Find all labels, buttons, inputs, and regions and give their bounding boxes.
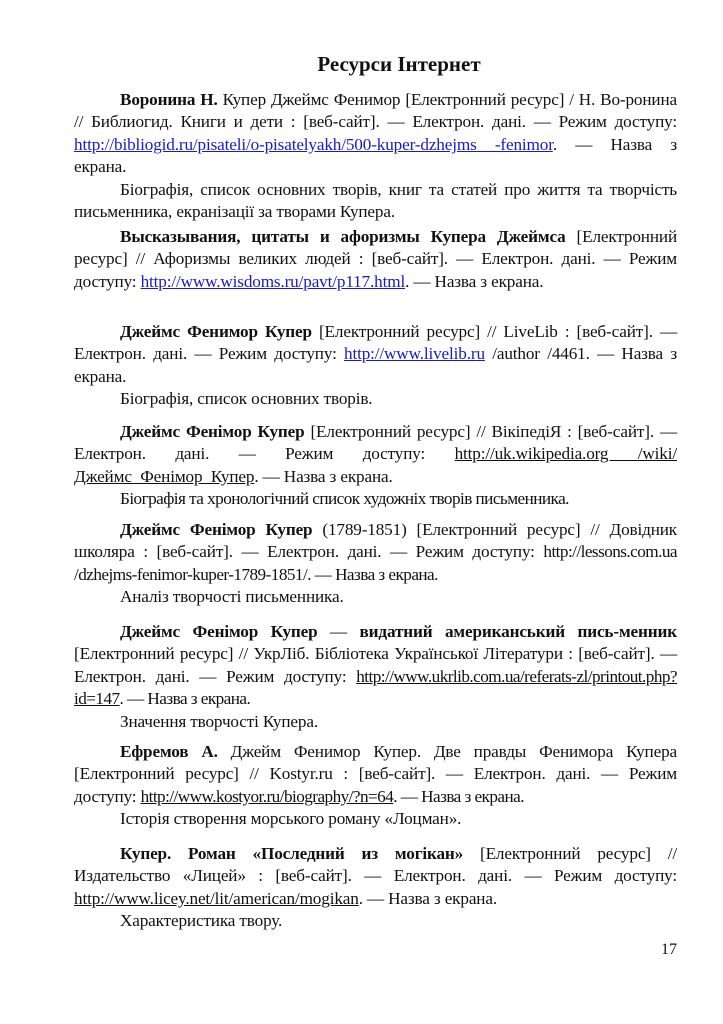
entry-link[interactable]: http://www.licey.net/lit/american/mogikan <box>74 888 359 908</box>
entry-description: [Електронний ресурс] // УкрЛіб. Бібліотека Української Літератури : [веб-сайт]. — Електрон. дані. — Режим доступу: <box>74 644 677 686</box>
entry-author: Высказывания, цитаты и афоризмы Купера Джеймса <box>120 227 566 246</box>
entry-suffix: . — Назва з екрана. <box>74 134 677 177</box>
entry-description: [Електронний ресурс] // ВікіпедіЯ : [веб-сайт]. — Електрон. дані. — Режим доступу: <box>74 422 677 464</box>
entry-description: [Електронний ресурс] // LiveLib : [веб-сайт]. — Електрон. дані. — Режим доступу: <box>74 322 677 364</box>
entry-author: Джеймс Фенімор Купер <box>120 422 305 441</box>
entry-description: [Електронний ресурс] // Афоризмы великих людей : [веб-сайт]. — Електрон. дані. — Режим доступу: <box>74 227 677 291</box>
entry-link[interactable]: http://uk.wikipedia.org /wiki/Джеймс_Фенімор_Купер <box>74 444 677 486</box>
entry-author: Джеймс Фенімор Купер <box>120 622 318 641</box>
entry-suffix: . — Назва з екрана. <box>254 466 393 486</box>
entry-author: Джеймс Фенимор Купер <box>120 322 312 341</box>
bibliography-entry-3 <box>74 321 677 411</box>
entry-author: Джеймс Фенімор Купер <box>120 520 313 539</box>
entry-suffix: . — Назва з екрана. <box>393 786 524 806</box>
bibliography-entry-6 <box>74 621 677 733</box>
entry-citation <box>74 519 677 586</box>
entry-citation <box>74 843 677 910</box>
entry-annotation: Значення творчості Купера. <box>120 711 318 731</box>
entry-annotation: Біографія, список основних творів. <box>120 389 373 409</box>
page-title: Ресурси Інтернет <box>317 52 481 76</box>
entry-author: Ефремов А. <box>120 742 218 761</box>
entry-suffix: /author /4461. — Назва з екрана. <box>74 344 677 386</box>
entry-link[interactable]: http://www.wisdoms.ru/pavt/p117.html <box>140 271 406 291</box>
entry-citation <box>74 89 677 179</box>
entry-description: Купер Джеймс Фенимор [Електронний ресурс] / Н. Во-ронина // Библиогид. Книги и дети : [веб-сайт]. — Електрон. дані. — Режим доступу: <box>74 90 678 132</box>
entry-annotation: Характеристика твору. <box>120 911 283 931</box>
entry-citation <box>74 421 677 488</box>
bibliography-entry-4 <box>74 421 677 511</box>
entry-annotation: Біографія, список основних творів, книг та статей про життя та творчість письменника, екранізації за творами Купера. <box>74 179 677 222</box>
entry-author: Купер. Роман «Последний из могікан» <box>120 844 464 863</box>
entry-suffix: . — Назва з екрана. <box>405 271 544 291</box>
entry-description: [Електронний ресурс] // Издательство «Лицей» : [веб-сайт]. — Електрон. дані. — Режим доступу: <box>74 844 677 886</box>
entry-link[interactable]: http://www.ukrlib.com.ua/referats-zl/printout.php?id=147 <box>74 666 677 709</box>
entry-annotation: Біографія та хронологічний список художніх творів письменника. <box>120 489 569 509</box>
entry-link[interactable]: http://bibliogid.ru/pisateli/o-pisatelyakh/500-kuper-dzhejms -fenimor <box>74 134 553 154</box>
entry-link[interactable]: http://lessons.com.ua /dzhejms-fenimor-kuper-1789-1851/ <box>74 542 677 584</box>
entry-suffix: . — Назва з екрана. <box>358 888 497 908</box>
entry-link[interactable]: http://www.livelib.ru <box>344 344 485 364</box>
page-number: 17 <box>661 941 677 958</box>
bibliography-entry-1 <box>74 89 677 223</box>
entry-citation <box>74 226 677 293</box>
entry-author: Воронина Н. <box>120 90 218 109</box>
entry-annotation: Аналіз творчості письменника. <box>120 587 344 607</box>
entry-annotation: Історія створення морського роману «Лоцман». <box>120 809 462 829</box>
entry-description: (1789-1851) [Електронний ресурс] // Довідник школяра : [веб-сайт]. — Електрон. дані. — Режим доступу: <box>74 520 678 562</box>
entry-link[interactable]: http://www.kostyor.ru/biography/?n=64 <box>140 786 394 806</box>
bibliography-entry-2 <box>74 226 677 293</box>
entry-citation <box>74 321 677 388</box>
entry-suffix: . — Назва з екрана. <box>119 689 251 709</box>
bibliography-entry-7 <box>74 741 677 831</box>
bibliography-entry-5 <box>74 519 677 609</box>
entry-description: Джейм Фенимор Купер. Две правды Фенимора Купера [Електронний ресурс] // Kostyr.ru : [веб-сайт]. — Електрон. дані. — Режим доступу: <box>74 742 677 806</box>
entry-dash: — <box>317 622 360 641</box>
entry-suffix: . — Назва з екрана. <box>307 564 438 584</box>
entry-citation <box>74 621 677 711</box>
entry-citation <box>74 741 677 808</box>
entry-bold-title: видатний американський пись-менник <box>359 622 677 641</box>
bibliography-entry-8 <box>74 843 677 933</box>
